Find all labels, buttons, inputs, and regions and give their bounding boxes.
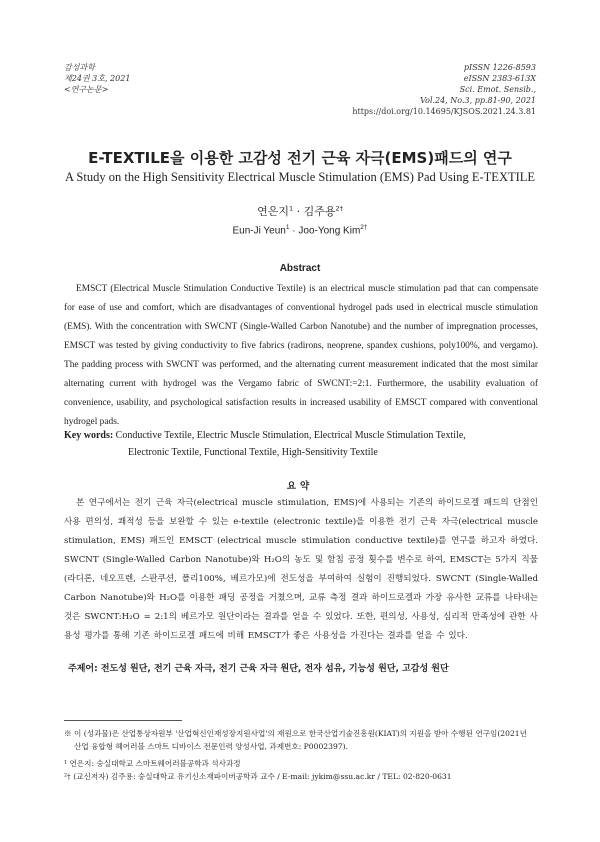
footnote-funding-line-2: 산업 융합형 헤어러블 스마트 디바이스 전문인력 양성사업, 과제번호: P0002397).	[74, 742, 348, 751]
doi-link[interactable]: https://doi.org/10.14695/KJSOS.2021.24.3.81	[352, 107, 536, 116]
footnote-divider	[64, 720, 182, 721]
author-2-affil: 2†	[335, 204, 343, 213]
footnote-author-1: ¹ 연은지: 숭실대학교 스마트웨어러블공학과 석사과정	[64, 759, 241, 768]
abstract-body: EMSCT (Electrical Muscle Stimulation Conductive Textile) is an electrical muscle stimulation pad that can compensate for ease of use and comfort, which are disadvantages of conventional hydrogel pads used in electrical muscle stimulation (EMS). With the concentration with SWCNT (Single-Walled Carbon Nanotube) and the number of impregnation processes, EMSCT was tested by giving conductivity to five fabrics (radirons, neoprene, spandex cushions, poly100%, and vergamo). The padding process with SWCNT was performed, and the alternating current measurement indicated that the most similar alternating current with hydrogel was the Vergamo fabric of SWCNT:=2:1. Furthermore, the usability evaluation of convenience, usability, and psychological satisfaction results in increased usability of EMSCT compared with conventional hydrogel pads.	[64, 284, 538, 427]
author-1-en-affil: 1	[285, 224, 290, 231]
authors-korean	[0, 203, 600, 219]
journal-header-left	[64, 62, 130, 95]
journal-name-en: Sci. Emot. Sensib.,	[459, 85, 536, 94]
author-2-en: Joo-Yong Kim	[298, 225, 361, 237]
eissn: eISSN 2383-613X	[463, 74, 536, 83]
journal-header-right	[352, 62, 536, 117]
journal-name: 감성과학	[64, 63, 95, 72]
summary-body: 본 연구에서는 전기 근육 자극(electrical muscle stimulation, EMS)에 사용되는 기존의 하이드로겔 패드의 단점인 사용 편의성, 쾌적성 등을 보완할 수 있는 e-textile (electronic textile)을 이용한 전기 근육 자극(electrical muscle stimulation, EMS) 패드인 EMSCT (electrical muscle stimulation conductive textile)를 연구를 하고자 하였다. SWCNT (Single-Walled Carbon Nanotube)와 H₂O의 농도 및 함침 공정 횟수를 변수로 하여, EMSCT는 5가지 직물(라디론, 네오프렌, 스판쿠션, 폴리100%, 베르가모)에 전도성을 부여하여 실험이 진행되었다. SWCNT (Single-Walled Carbon Nanotube)와 H₂O를 이용한 패딩 공정을 거쳤으며, 교류 측정 결과 하이드로겔과 가장 유사한 교류를 나타내는 것은 SWCNT:H₂O = 2:1의 베르가모 원단이라는 결과를 얻을 수 있었다. 또한, 편의성, 사용성, 심리적 만족성에 관한 사용성 평가를 통해 기존 하이드로겔 패드에 비해 EMSCT가 좋은 사용성을 가진다는 결과를 얻을 수 있다.	[64, 498, 538, 641]
volume-pages: Vol.24, No.3, pp.81-90, 2021	[420, 96, 536, 105]
footnote-funding-line-1: ※ 이 (성과물)은 산업통상자원부 '산업혁신인재성장지원사업'의 재원으로 한국산업기술진흥원(KIAT)의 지원을 받아 수행된 연구임(2021년	[64, 729, 527, 738]
author-separator-en: ·	[289, 225, 299, 237]
author-1: 연은지	[257, 205, 289, 218]
summary-keywords: 주제어: 전도성 원단, 전기 근육 자극, 전기 근육 자극 원단, 전자 섬유, 기능성 원단, 고감성 원단	[68, 664, 449, 674]
keywords-line-2: Electronic Textile, Functional Textile, High-Sensitivity Textile	[128, 446, 378, 458]
abstract-heading: Abstract	[279, 263, 321, 274]
journal-volume: 제24권 3호, 2021	[64, 74, 131, 83]
title-english: A Study on the High Sensitivity Electrical Muscle Stimulation (EMS) Pad Using E-TEXTILE	[64, 170, 536, 184]
keywords	[64, 428, 538, 461]
footnote-corresponding-author: ²† (교신저자) 김주용: 숭실대학교 유기신소재파이버공학과 교수 / E-mail: jykim@ssu.ac.kr / TEL: 02-820-0631	[64, 772, 452, 781]
keywords-label: Key words:	[64, 430, 114, 441]
footnote-funding	[64, 727, 538, 753]
author-separator: ·	[293, 205, 304, 218]
author-2: 김주용	[303, 205, 336, 218]
summary-heading: 요약	[286, 481, 314, 492]
title-korean: E-TEXTILE을 이용한 고감성 전기 근육 자극(EMS)패드의 연구	[88, 149, 512, 167]
article-type: <연구논문>	[64, 85, 109, 94]
keywords-line-1: Conductive Textile, Electric Muscle Stimulation, Electrical Muscle Stimulation Textile,	[115, 430, 466, 441]
authors-english	[0, 224, 600, 236]
author-2-en-affil: 2†	[360, 224, 368, 231]
pissn: pISSN 1226-8593	[463, 63, 536, 72]
author-1-affil: 1	[288, 204, 294, 213]
author-1-en: Eun-Ji Yeun	[232, 225, 286, 237]
